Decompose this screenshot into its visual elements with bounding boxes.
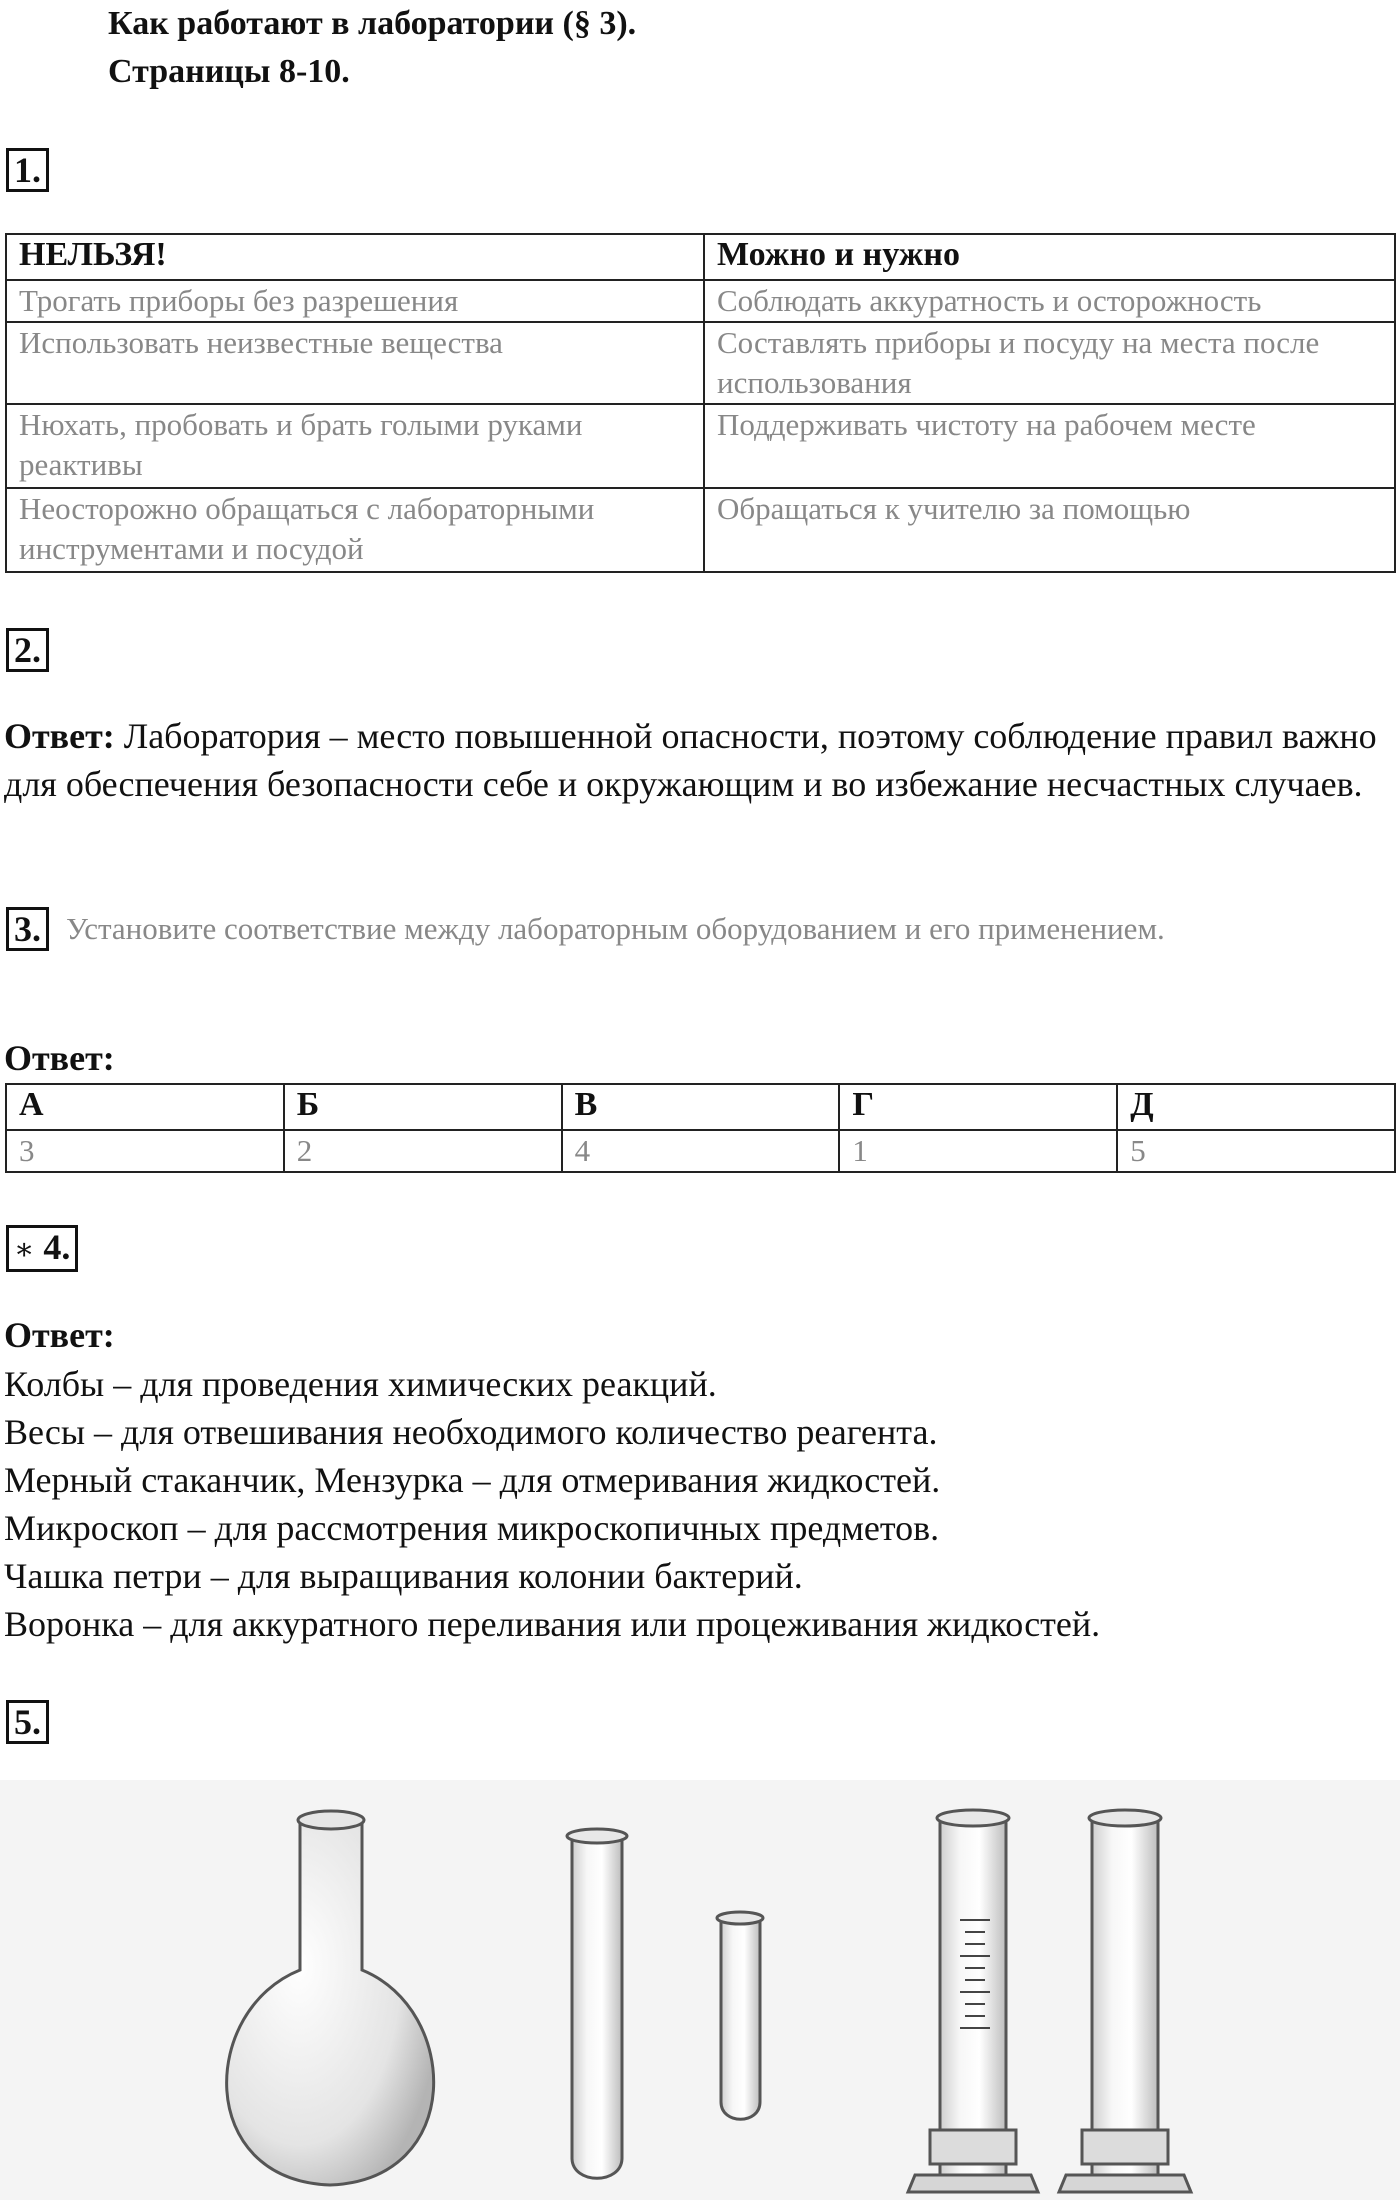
task-3-answer-label: Ответ: — [4, 1038, 115, 1078]
column-header: Б — [284, 1084, 562, 1130]
column-header: В — [562, 1084, 840, 1130]
star-icon: ∗ — [14, 1233, 35, 1266]
task-5-number: 5. — [6, 1700, 49, 1744]
column-header-forbidden: НЕЛЬЗЯ! — [6, 234, 704, 280]
task-3-prompt: Установите соответствие между лабораторным оборудованием и его применением. — [66, 911, 1165, 946]
lab-glassware-illustration — [0, 1780, 1400, 2200]
test-tube-short-icon — [717, 1912, 763, 2119]
table-cell: 5 — [1117, 1130, 1395, 1172]
table-cell: Поддерживать чистоту на рабочем месте — [704, 404, 1395, 488]
table-cell: 2 — [284, 1130, 562, 1172]
answer-line: Колбы – для проведения химических реакций. — [4, 1364, 717, 1404]
table-cell: Использовать неизвестные вещества — [6, 322, 704, 404]
page-title: Как работают в лаборатории (§ 3). — [108, 5, 637, 42]
answer-line: Весы – для отвешивания необходимого количество реагента. — [4, 1412, 938, 1452]
task-3-number: 3. — [6, 907, 49, 951]
task-4-number — [6, 1225, 78, 1272]
column-header: Д — [1117, 1084, 1395, 1130]
task-4-number-text: 4. — [43, 1227, 71, 1267]
table-cell: 3 — [6, 1130, 284, 1172]
page-header — [108, 0, 636, 96]
table-cell: 4 — [562, 1130, 840, 1172]
rules-table — [5, 233, 1396, 573]
table-cell: Соблюдать аккуратность и осторожность — [704, 280, 1395, 322]
answer-line: Мерный стаканчик, Мензурка – для отмеривания жидкостей. — [4, 1460, 941, 1500]
task-2-number: 2. — [6, 628, 49, 672]
table-cell: Нюхать, пробовать и брать голыми руками реактивы — [6, 404, 704, 488]
task-2-answer — [4, 712, 1394, 808]
task-1-number: 1. — [6, 148, 49, 192]
table-cell: 1 — [839, 1130, 1117, 1172]
illustration-background — [0, 1780, 1400, 2200]
table-cell: Трогать приборы без разрешения — [6, 280, 704, 322]
table-cell: Неосторожно обращаться с лабораторными инструментами и посудой — [6, 488, 704, 572]
column-header: А — [6, 1084, 284, 1130]
table-cell: Составлять приборы и посуду на места после использования — [704, 322, 1395, 404]
answer-line: Микроскоп – для рассмотрения микроскопичных предметов. — [4, 1508, 940, 1548]
matching-table — [5, 1083, 1396, 1173]
answer-text: Лаборатория – место повышенной опасности, поэтому соблюдение правил важно для обеспечения безопасности себе и окружающим и во избежание несчастных случаев. — [4, 716, 1377, 804]
page-range: Страницы 8-10. — [108, 53, 350, 90]
column-header: Г — [839, 1084, 1117, 1130]
table-cell: Обращаться к учителю за помощью — [704, 488, 1395, 572]
answer-label: Ответ: — [4, 716, 115, 756]
task-4-answer-label: Ответ: — [4, 1315, 115, 1355]
answer-line: Чашка петри – для выращивания колонии бактерий. — [4, 1556, 803, 1596]
task-4-answer-lines — [4, 1360, 1100, 1648]
column-header-allowed: Можно и нужно — [704, 234, 1395, 280]
answer-line: Воронка – для аккуратного переливания или процеживания жидкостей. — [4, 1604, 1101, 1644]
test-tube-long-icon — [567, 1829, 627, 2178]
